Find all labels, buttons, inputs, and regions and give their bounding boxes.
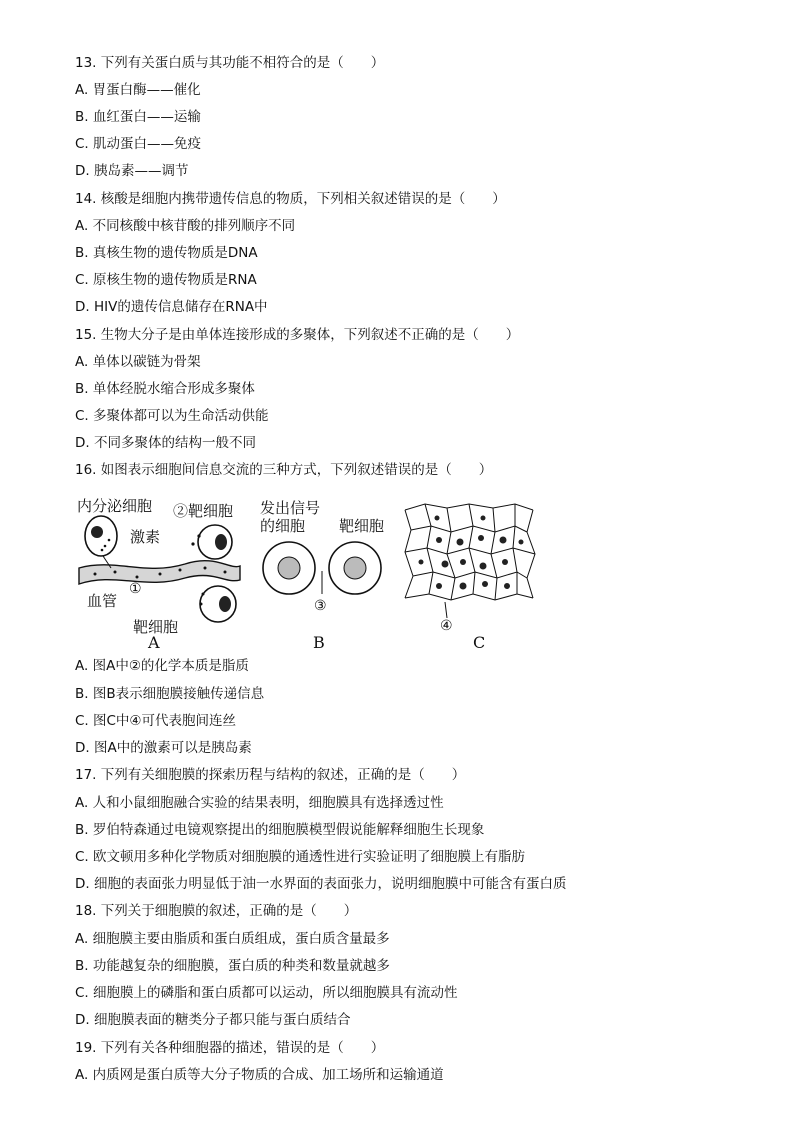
question-16-option-b: B. 图B表示细胞膜接触传递信息 [75,686,265,702]
question-13-option-b: B. 血红蛋白——运输 [75,109,201,125]
organelle-dot [481,516,486,521]
label-hormone: 激素 [130,528,161,546]
question-18-option-b: B. 功能越复杂的细胞膜，蛋白质的种类和数量就越多 [75,958,390,974]
question-13-option-a: A. 胃蛋白酶——催化 [75,82,201,98]
receptor-binding-dot [197,534,200,537]
label-target-cell-top: ②靶细胞 [173,502,234,520]
question-13-option-c: C. 肌动蛋白——免疫 [75,136,202,152]
receptor-binding-dot [200,603,203,606]
question-18-option-a: A. 细胞膜主要由脂质和蛋白质组成，蛋白质含量最多 [75,931,390,947]
question-16-option-a: A. 图A中②的化学本质是脂质 [75,658,249,674]
panel-a-letter: A [148,633,160,650]
tissue-edge [405,510,413,598]
question-17-option-b: B. 罗伯特森通过电镜观察提出的细胞膜模型假说能解释细胞生长现象 [75,822,485,838]
vessel-hormone-dot [159,573,162,576]
target-cell-bottom-nucleus [219,596,231,612]
cell-wall-row [411,526,527,532]
organelle-dot [519,540,524,545]
organelle-dot [436,537,442,543]
panel-b [260,499,384,650]
question-17-stem: 17. 下列有关细胞膜的探索历程与结构的叙述，正确的是（ ） [75,767,466,783]
question-18-option-d: D. 细胞膜表面的糖类分子都只能与蛋白质结合 [75,1012,351,1028]
sender-cell-nucleus [278,557,300,579]
organelle-dot [460,583,467,590]
question-14-option-b: B. 真核生物的遗传物质是DNA [75,245,258,261]
panel-c [405,504,535,600]
organelle-dot [460,559,466,565]
organelle-dot [435,516,440,521]
question-13-option-d: D. 胰岛素——调节 [75,163,189,179]
target-cell-b-nucleus [344,557,366,579]
marker-3: ③ [314,598,327,614]
blood-vessel [79,561,240,584]
panel-c-letter: C [473,633,486,650]
question-16-option-c: C. 图C中④可代表胞间连丝 [75,713,237,729]
organelle-dot [500,537,507,544]
hormone-granule [101,549,104,552]
organelle-dot [480,563,487,570]
receptor-binding-dot [202,593,205,596]
marker-1: ① [129,581,142,597]
question-15-option-d: D. 不同多聚体的结构一般不同 [75,435,256,451]
question-15-option-a: A. 单体以碳链为骨架 [75,354,201,370]
receptor-binding-dot [191,542,194,545]
vessel-hormone-dot [179,569,182,572]
question-17-option-d: D. 细胞的表面张力明显低于油一水界面的表面张力，说明细胞膜中可能含有蛋白质 [75,876,567,892]
vessel-hormone-dot [224,571,227,574]
vessel-hormone-dot [204,567,207,570]
question-18-option-c: C. 细胞膜上的磷脂和蛋白质都可以运动，所以细胞膜具有流动性 [75,985,458,1001]
target-cell-top-nucleus [215,534,227,550]
question-16-stem: 16. 如图表示细胞间信息交流的三种方式，下列叙述错误的是（ ） [75,462,493,478]
question-14-option-a: A. 不同核酸中核苷酸的排列顺序不同 [75,218,296,234]
organelle-dot [457,539,464,546]
marker-4: ④ [440,618,453,634]
label-sender-line2: 的细胞 [260,517,306,535]
cell-wall-row [413,572,527,578]
marker-4-pointer [445,602,447,618]
question-15-stem: 15. 生物大分子是由单体连接形成的多聚体，下列叙述不正确的是（ ） [75,327,520,343]
label-target-cell-bottom: 靶细胞 [133,618,179,636]
question-19-option-a: A. 内质网是蛋白质等大分子物质的合成、加工场所和运输通道 [75,1067,444,1083]
question-14-option-c: C. 原核生物的遗传物质是RNA [75,272,257,288]
label-endocrine-cell: 内分泌细胞 [77,498,153,515]
panel-b-letter: B [313,633,325,650]
organelle-dot [482,581,488,587]
question-19-stem: 19. 下列有关各种细胞器的描述，错误的是（ ） [75,1040,385,1056]
organelle-dot [504,583,510,589]
label-sender-line1: 发出信号 [260,499,321,517]
question-14-stem: 14. 核酸是细胞内携带遗传信息的物质，下列相关叙述错误的是（ ） [75,191,506,207]
cell-communication-svg [75,498,545,650]
vessel-hormone-dot [114,571,117,574]
question-17-option-c: C. 欧文顿用多种化学物质对细胞膜的通透性进行实验证明了细胞膜上有脂肪 [75,849,526,865]
question-18-stem: 18. 下列关于细胞膜的叙述，正确的是（ ） [75,903,358,919]
organelle-dot [419,560,424,565]
question-17-option-a: A. 人和小鼠细胞融合实验的结果表明，细胞膜具有选择透过性 [75,795,444,811]
organelle-dot [478,535,484,541]
question-14-option-d: D. HIV的遗传信息储存在RNA中 [75,299,268,315]
label-target-cell-b: 靶细胞 [339,517,385,535]
panel-a [77,498,240,650]
cell-wall-row [405,594,533,600]
question-16-option-d: D. 图A中的激素可以是胰岛素 [75,740,252,756]
organelle-dot [502,559,508,565]
hormone-granule [108,539,111,542]
organelle-dot [436,583,442,589]
label-vessel: 血管 [87,592,118,610]
question-15-option-c: C. 多聚体都可以为生命活动供能 [75,408,269,424]
hormone-granule [104,545,107,548]
question-13-stem: 13. 下列有关蛋白质与其功能不相符合的是（ ） [75,55,385,71]
cell-communication-figure [75,498,545,650]
vessel-hormone-dot [94,573,97,576]
endocrine-cell-nucleus [91,526,103,538]
question-15-option-b: B. 单体经脱水缩合形成多聚体 [75,381,255,397]
organelle-dot [442,561,449,568]
vessel-hormone-dot [136,576,139,579]
